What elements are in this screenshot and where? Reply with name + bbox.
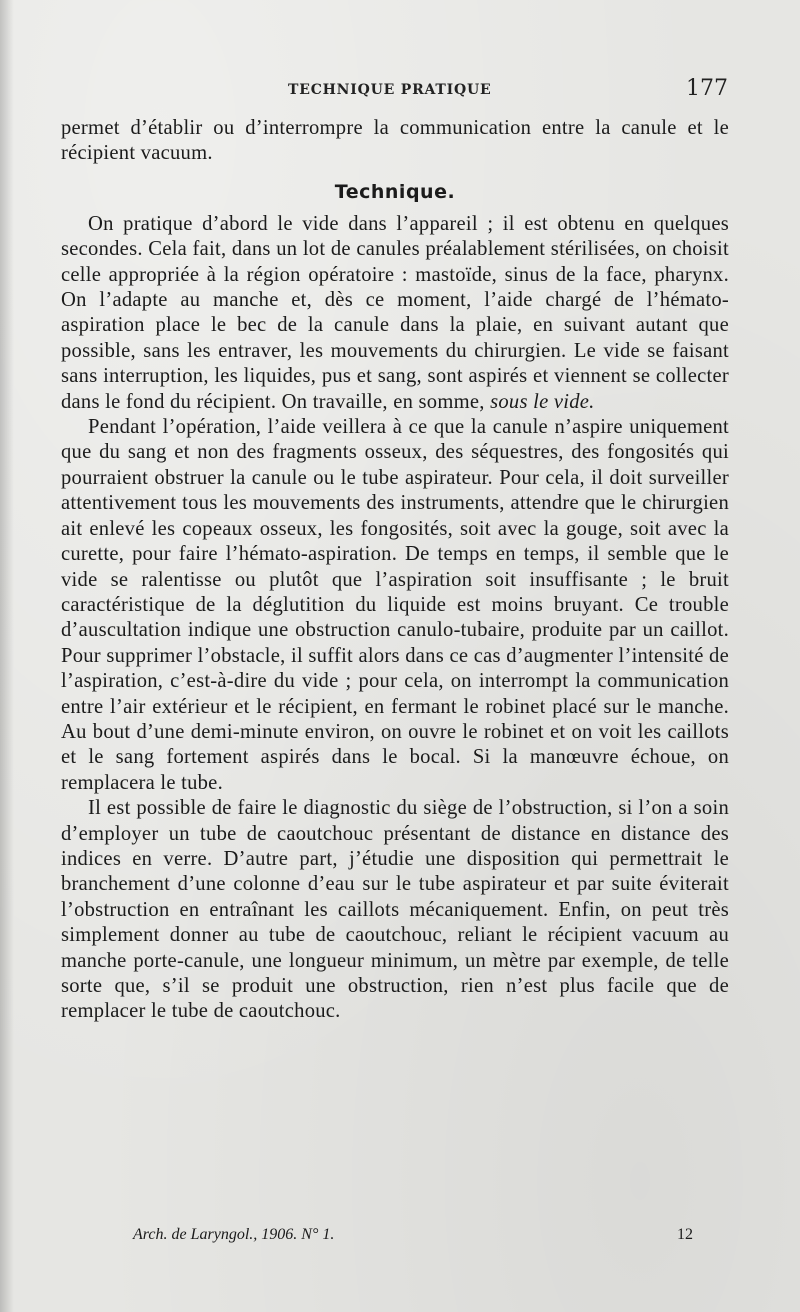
intro-paragraph: permet d’établir ou d’interrompre la communication entre la canule et le récipient vacuum. <box>61 117 729 165</box>
section-heading: Technique. <box>334 180 456 203</box>
paragraph-2: Pendant l’opération, l’aide veillera à ce que la canule n’aspire uniquement que du sang et non des fragments osseux, des séquestres, des fongosités qui pourraient obstruer la canule ou le tube aspirateur. Pour cela, il doit surveiller attentivement tous les mouvements des instruments, attendre que le chirurgien ait enlevé les copeaux osseux, les fongosités, soit avec la gouge, soit avec la curette, pour faire l’hémato-aspiration. De temps en temps, il semble que le vide se ralentisse ou plutôt que l’aspiration soit insuffisante ; le bruit caractéristique de la déglutition du liquide est moins bruyant. Ce trouble d’auscultation indique une obstruction canulo-tubaire, produite par un caillot. Pour supprimer l’obstacle, il suffit alors dans ce cas d’augmenter l’intensité de l’aspiration, c’est-à-dire du vide ; pour cela, on interrompt la communication entre l’air extérieur et le récipient, en fermant le robinet placé sur le manche. Au bout d’une demi-minute environ, on ouvre le robinet et on voit les caillots et le sang fortement aspirés dans le bocal. Si la manœuvre échoue, on remplacera le tube. <box>61 416 729 794</box>
page-edge-shadow <box>0 0 14 1312</box>
running-title: TECHNIQUE PRATIQUE <box>288 82 492 98</box>
signature-mark: 12 <box>677 1226 693 1243</box>
paragraph-3: Il est possible de faire le diagnostic du siège de l’obstruction, si l’on a soin d’employer un tube de caoutchouc présentant de distance en distance des indices en verre. D’autre part, j’étudie une disposition qui permettrait le branchement d’une colonne d’eau sur le tube aspirateur et par suite éviterait l’obstruction en entraînant les caillots mécaniquement. Enfin, on peut très simplement donner au tube de caoutchouc, reliant le récipient vacuum au manche porte-canule, une longueur minimum, un mètre par exemple, de telle sorte que, s’il se produit une obstruction, rien n’est plus facile que de remplacer le tube de caoutchouc. <box>61 797 729 1023</box>
paragraph-1-emphasis: sous le vide. <box>490 390 595 413</box>
page-number: 177 <box>686 76 728 101</box>
paragraph-1 <box>61 212 729 415</box>
paragraph-1-text: On pratique d’abord le vide dans l’appareil ; il est obtenu en quelques secondes. Cela fait, dans un lot de canules préalablement stérilisées, on choisit celle appropriée à la région opératoire : mastoïde, sinus de la face, pharynx. On l’adapte au manche et, dès ce moment, l’aide chargé de l’hémato-aspiration place le bec de la canule dans la plaie, en suivant autant que possible, sans les entraver, les mouvements du chirurgien. Le vide se faisant sans interruption, les liquides, pus et sang, sont aspirés et viennent se collecter dans le fond du récipient. On travaille, en somme, <box>61 212 729 413</box>
footer-citation: Arch. de Laryngol., 1906. N° 1. <box>133 1226 335 1243</box>
running-head <box>60 76 728 108</box>
body-text <box>61 116 729 1025</box>
footer <box>133 1226 693 1252</box>
